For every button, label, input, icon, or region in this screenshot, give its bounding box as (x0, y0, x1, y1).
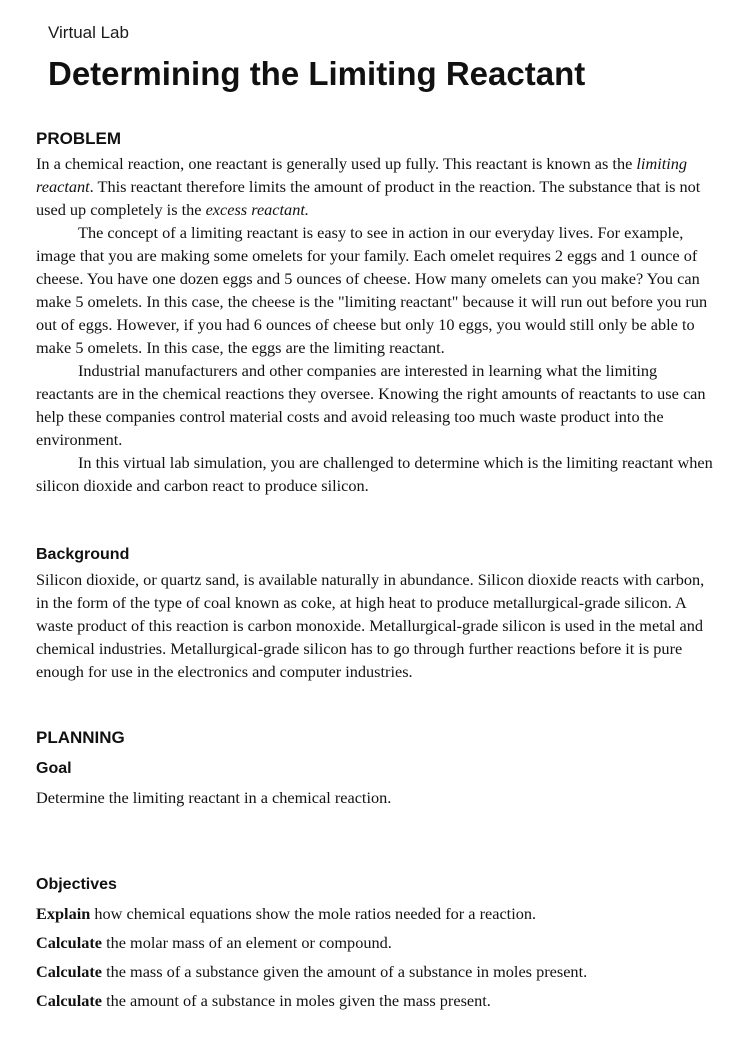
objective-text: the mass of a substance given the amount of a substance in moles present. (102, 962, 588, 981)
goal-text: Determine the limiting reactant in a chemical reaction. (36, 788, 392, 807)
objective-verb: Calculate (36, 991, 103, 1010)
objective-verb: Calculate (36, 933, 103, 952)
objective-text: the amount of a substance in moles given the mass present. (102, 991, 491, 1010)
problem-heading: PROBLEM (36, 129, 121, 148)
objective-verb: Explain (36, 904, 91, 923)
problem-paragraph-1 (36, 152, 716, 221)
problem-paragraph-4: In this virtual lab simulation, you are challenged to determine which is the limiting reactant when silicon dioxide and carbon react to produce silicon. (36, 453, 713, 495)
limiting-reactant-term: limiting reactant (36, 154, 688, 196)
objective-item (36, 932, 392, 954)
objective-text: the molar mass of an element or compound. (102, 933, 392, 952)
objective-verb: Calculate (36, 962, 103, 981)
objective-item (36, 961, 587, 983)
problem-p1-text-a: In a chemical reaction, one reactant is generally used up fully. This reactant is known as the (36, 154, 637, 173)
problem-section (36, 152, 716, 497)
planning-heading: PLANNING (36, 728, 125, 747)
problem-p1-text-b: . This reactant therefore limits the amount of product in the reaction. The substance that is not used up completely is the (36, 177, 701, 219)
background-section (36, 568, 716, 683)
document-title: Determining the Limiting Reactant (48, 55, 586, 92)
goal-heading: Goal (36, 760, 72, 777)
objective-text: how chemical equations show the mole ratios needed for a reaction. (90, 904, 537, 923)
objective-item (36, 903, 536, 925)
excess-reactant-term: excess reactant. (205, 200, 309, 219)
problem-paragraph-2: The concept of a limiting reactant is easy to see in action in our everyday lives. For example, image that you are making some omelets for your family. Each omelet requires 2 eggs and 1 ounce of cheese. You have one dozen eggs and 5 ounces of cheese. How many omelets can you make? You can make 5 omelets. In this case, the cheese is the "limiting reactant" because it will run out before you run out of eggs. However, if you had 6 ounces of cheese but only 10 eggs, you would still only be able to make 5 omelets. In this case, the eggs are the limiting reactant. (36, 223, 708, 357)
document-kicker: Virtual Lab (48, 23, 129, 42)
objective-item (36, 990, 491, 1012)
background-paragraph: Silicon dioxide, or quartz sand, is available naturally in abundance. Silicon dioxide reacts with carbon, in the form of the type of coal known as coke, at high heat to produce metallurgical-grade silicon. A waste product of this reaction is carbon monoxide. Metallurgical-grade silicon is used in the metal and chemical industries. Metallurgical-grade silicon has to go through further reactions before it is pure enough for use in the electronics and computer industries. (36, 570, 705, 681)
problem-paragraph-3: Industrial manufacturers and other companies are interested in learning what the limiting reactants are in the chemical reactions they oversee. Knowing the right amounts of reactants to use can help these companies control material costs and avoid releasing too much waste product into the environment. (36, 361, 706, 449)
background-heading: Background (36, 546, 130, 563)
objectives-heading: Objectives (36, 876, 117, 893)
